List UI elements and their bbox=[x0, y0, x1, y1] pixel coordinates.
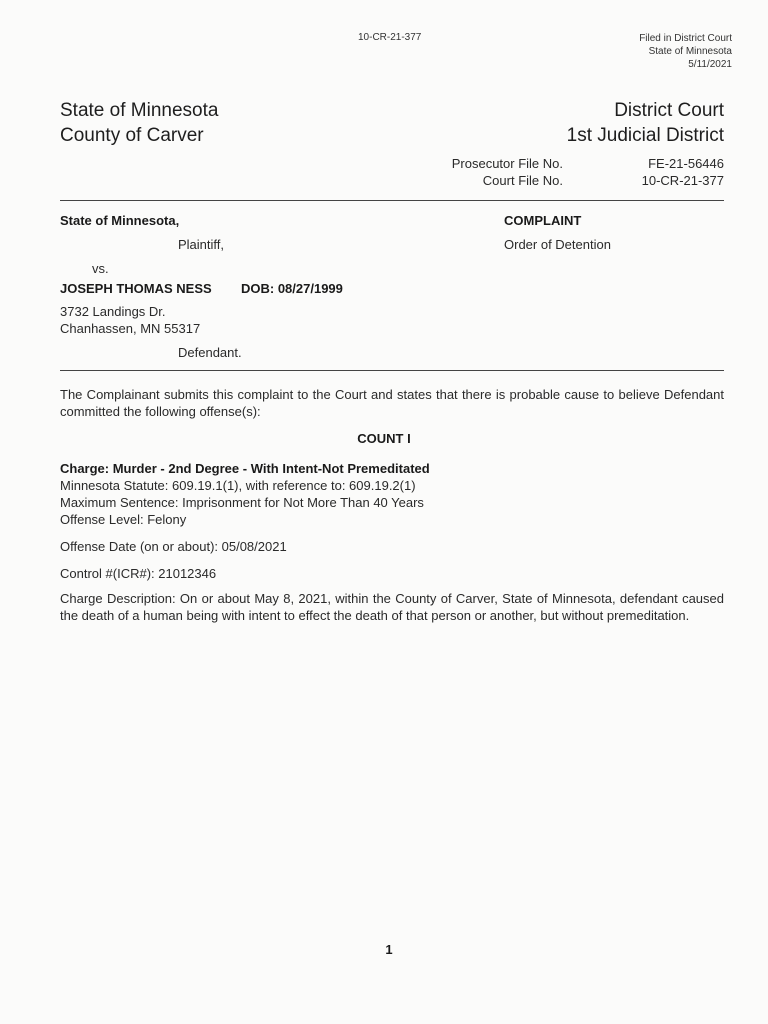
offense-date: Offense Date (on or about): 05/08/2021 bbox=[60, 539, 287, 554]
defendant-dob: DOB: 08/27/1999 bbox=[241, 281, 343, 296]
max-sentence-line: Maximum Sentence: Imprisonment for Not More Than 40 Years bbox=[60, 495, 424, 510]
title-county: County of Carver bbox=[60, 125, 204, 146]
divider-top bbox=[60, 200, 724, 201]
plaintiff-name: State of Minnesota, bbox=[60, 213, 180, 228]
charge-block bbox=[60, 460, 430, 528]
filed-date: 5/11/2021 bbox=[688, 59, 732, 70]
divider-bottom bbox=[60, 370, 724, 371]
title-district: 1st Judicial District bbox=[566, 125, 724, 146]
prosecutor-file-value: FE-21-56446 bbox=[648, 156, 724, 171]
control-number: Control #(ICR#): 21012346 bbox=[60, 566, 217, 581]
defendant-name: JOSEPH THOMAS NESS bbox=[60, 281, 212, 296]
file-number-values bbox=[642, 155, 724, 189]
file-number-labels bbox=[452, 155, 563, 189]
title-state: State of Minnesota bbox=[60, 100, 219, 121]
filed-line-1: Filed in District Court bbox=[639, 33, 732, 44]
filed-stamp bbox=[639, 32, 732, 71]
statute-line: Minnesota Statute: 609.19.1(1), with reference to: 609.19.2(1) bbox=[60, 478, 416, 493]
plaintiff-role: Plaintiff, bbox=[178, 237, 225, 252]
page-number: 1 bbox=[385, 942, 393, 957]
defendant-address-line-2: Chanhassen, MN 55317 bbox=[60, 321, 201, 336]
defendant-role: Defendant. bbox=[178, 345, 242, 360]
versus-label: vs. bbox=[92, 261, 109, 276]
offense-level-line: Offense Level: Felony bbox=[60, 512, 187, 527]
count-heading: COUNT I bbox=[357, 431, 411, 446]
document-type: COMPLAINT bbox=[504, 213, 582, 228]
defendant-address-line-1: 3732 Landings Dr. bbox=[60, 304, 166, 319]
intro-paragraph: The Complainant submits this complaint to the Court and states that there is probable cause to believe Defendant committed the following offense(s): bbox=[60, 387, 724, 419]
document-subtype: Order of Detention bbox=[504, 237, 611, 252]
case-number-top: 10-CR-21-377 bbox=[358, 32, 422, 43]
filed-line-2: State of Minnesota bbox=[648, 46, 732, 57]
charge-title: Charge: Murder - 2nd Degree - With Intent-Not Premeditated bbox=[60, 461, 430, 476]
prosecutor-file-label: Prosecutor File No. bbox=[451, 156, 563, 171]
title-court: District Court bbox=[614, 100, 724, 121]
court-file-label: Court File No. bbox=[482, 173, 563, 188]
court-file-value: 10-CR-21-377 bbox=[641, 173, 724, 188]
charge-description: Charge Description: On or about May 8, 2021, within the County of Carver, State of Minnesota, defendant caused the death of a human being with intent to effect the death of that person or another, but without premeditation. bbox=[60, 591, 724, 623]
